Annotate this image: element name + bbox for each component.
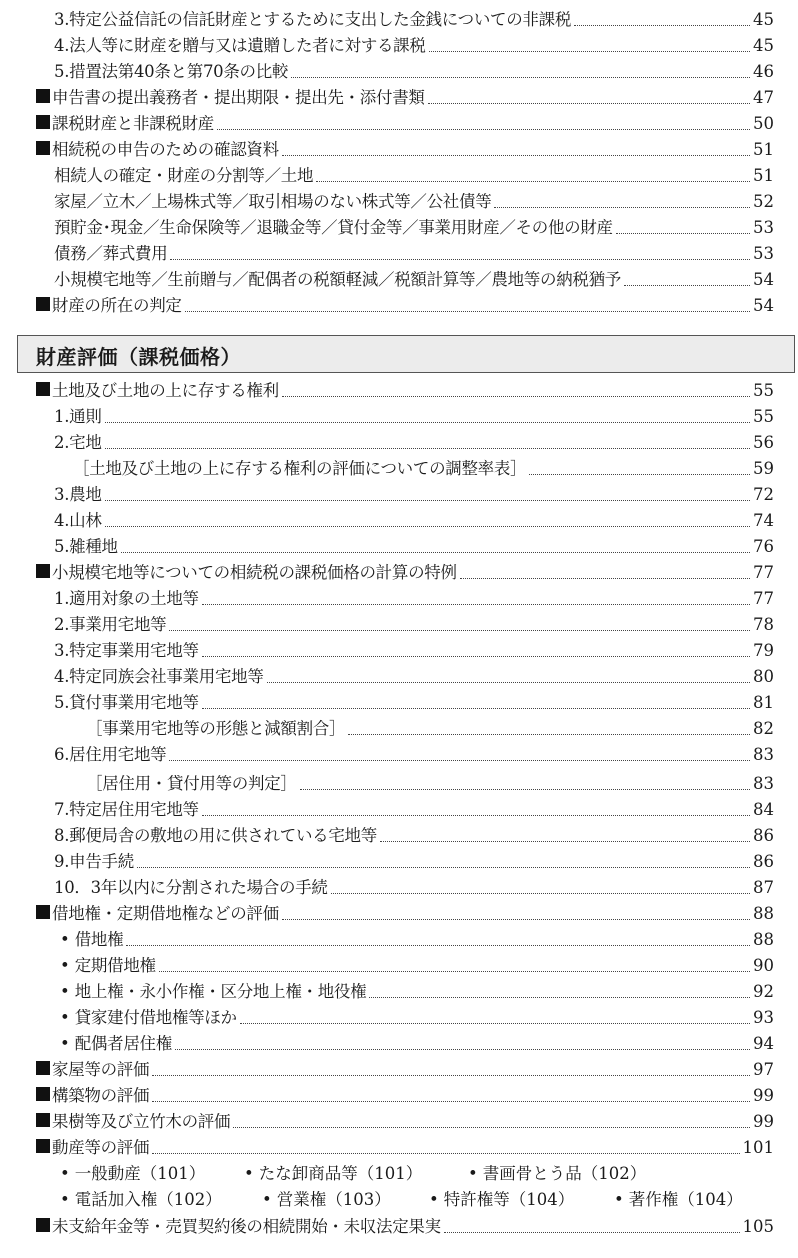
page-number: 74 <box>753 511 774 530</box>
toc-heading[interactable] <box>0 1057 798 1083</box>
toc-heading[interactable] <box>0 560 798 586</box>
page-number: 101 <box>742 1138 774 1157</box>
entry-label: 2.事業用宅地等 <box>54 615 167 634</box>
dot-bullet-icon: • <box>60 930 70 949</box>
entry-label: 6.居住用宅地等 <box>54 745 167 764</box>
toc-entry[interactable] <box>0 586 798 612</box>
toc-entry[interactable] <box>0 664 798 690</box>
page-number: 53 <box>753 218 774 237</box>
entry-label: ［居住用・貸付用等の判定］ <box>86 774 297 793</box>
toc-entry[interactable] <box>0 797 798 823</box>
toc-heading[interactable] <box>0 1135 798 1161</box>
page-number: 79 <box>753 641 774 660</box>
toc-heading[interactable] <box>0 1083 798 1109</box>
inline-item-label: 著作権（104） <box>628 1190 743 1209</box>
page-number: 105 <box>742 1217 774 1236</box>
dot-leader <box>126 945 750 946</box>
entry-label: 小規模宅地等についての相続税の課税価格の計算の特例 <box>52 563 457 582</box>
section-title: 財産評価（課税価格） <box>36 345 241 369</box>
entry-label: 9.申告手続 <box>54 852 134 871</box>
entry-label: 3.特定公益信託の信託財産とするために支出した金銭についての非課税 <box>54 10 572 29</box>
dot-leader <box>240 1023 750 1024</box>
entry-label: 借地権・定期借地権などの評価 <box>52 904 279 923</box>
inline-item[interactable] <box>614 1187 743 1213</box>
entry-label: 動産等の評価 <box>52 1138 150 1157</box>
dot-bullet-icon: • <box>60 1008 70 1027</box>
toc-heading[interactable] <box>0 901 798 927</box>
entry-label: 財産の所在の判定 <box>52 296 182 315</box>
square-bullet-icon <box>36 89 50 103</box>
square-bullet-icon <box>36 141 50 155</box>
page-number: 87 <box>753 878 774 897</box>
page-number: 83 <box>753 745 774 764</box>
page-number: 45 <box>753 10 774 29</box>
dot-leader <box>291 77 750 78</box>
toc-heading[interactable] <box>0 85 798 111</box>
toc-heading[interactable] <box>0 137 798 163</box>
dot-leader <box>185 311 750 312</box>
inline-item-label: 特許権等（104） <box>443 1190 575 1209</box>
page-number: 77 <box>753 563 774 582</box>
entry-label: 借地権 <box>74 930 124 949</box>
toc-heading[interactable] <box>0 293 798 319</box>
toc-heading[interactable] <box>0 111 798 137</box>
page-number: 72 <box>753 485 774 504</box>
page-number: 88 <box>753 904 774 923</box>
entry-label: 貸家建付借地権等ほか <box>74 1008 237 1027</box>
dot-leader <box>121 552 750 553</box>
dot-leader <box>428 103 750 104</box>
dot-leader <box>202 656 750 657</box>
inline-item[interactable] <box>262 1187 391 1213</box>
entry-label: 1.適用対象の土地等 <box>54 589 199 608</box>
dot-leader <box>282 155 750 156</box>
dot-leader <box>105 526 750 527</box>
toc-entry[interactable] <box>0 404 798 430</box>
dot-bullet-icon: • <box>468 1164 478 1183</box>
dot-leader <box>152 1075 750 1076</box>
dot-leader <box>137 867 750 868</box>
toc-heading[interactable] <box>0 1214 798 1240</box>
inline-item[interactable] <box>60 1161 205 1187</box>
dot-leader <box>233 1127 750 1128</box>
square-bullet-icon <box>36 382 50 396</box>
entry-label: 配偶者居住権 <box>74 1034 172 1053</box>
entry-label: 未支給年金等・売買契約後の相続開始・未収法定果実 <box>52 1217 441 1236</box>
page-number: 99 <box>753 1086 774 1105</box>
entry-label: 10．3年以内に分割された場合の手続 <box>54 878 328 897</box>
page-number: 82 <box>753 719 774 738</box>
dot-leader <box>105 500 750 501</box>
dot-bullet-icon: • <box>262 1190 272 1209</box>
square-bullet-icon <box>36 1218 50 1232</box>
dot-leader <box>267 682 750 683</box>
toc-entry[interactable] <box>0 534 798 560</box>
page-number: 55 <box>753 407 774 426</box>
page-number: 54 <box>753 270 774 289</box>
entry-label: 申告書の提出義務者・提出期限・提出先・添付書類 <box>52 88 425 107</box>
entry-label: 相続税の申告のための確認資料 <box>52 140 279 159</box>
toc-entry[interactable] <box>0 1031 798 1057</box>
toc-entry[interactable] <box>0 33 798 59</box>
dot-leader <box>369 997 750 998</box>
entry-label: ［事業用宅地等の形態と減額割合］ <box>86 719 346 738</box>
entry-label: 5.措置法第40条と第70条の比較 <box>54 62 289 81</box>
entry-label: 4.特定同族会社事業用宅地等 <box>54 667 264 686</box>
page-number: 45 <box>753 36 774 55</box>
entry-label: ［土地及び土地の上に存する権利の評価についての調整率表］ <box>73 459 527 478</box>
dot-leader <box>282 396 750 397</box>
page-number: 59 <box>753 459 774 478</box>
inline-item[interactable] <box>429 1187 574 1213</box>
entry-label: 小規模宅地等／生前贈与／配偶者の税額軽減／税額計算等／農地等の納税猶予 <box>54 270 622 289</box>
dot-leader <box>300 789 750 790</box>
page-number: 55 <box>753 381 774 400</box>
entry-label: 3.特定事業用宅地等 <box>54 641 199 660</box>
page-number: 46 <box>753 62 774 81</box>
page-number: 52 <box>753 192 774 211</box>
dot-leader <box>175 1049 750 1050</box>
page-number: 54 <box>753 296 774 315</box>
entry-label: 果樹等及び立竹木の評価 <box>52 1112 231 1131</box>
dot-leader <box>202 604 750 605</box>
toc-heading[interactable] <box>0 1109 798 1135</box>
toc-entry[interactable] <box>0 849 798 875</box>
page-number: 99 <box>753 1112 774 1131</box>
toc-entry[interactable] <box>0 875 798 901</box>
dot-bullet-icon: • <box>60 982 70 1001</box>
dot-leader <box>105 448 750 449</box>
dot-leader <box>429 51 750 52</box>
dot-leader <box>574 25 750 26</box>
dot-bullet-icon: • <box>429 1190 439 1209</box>
toc-entry[interactable] <box>0 953 798 979</box>
inline-item-label: 電話加入権（102） <box>74 1190 222 1209</box>
dot-leader <box>616 233 750 234</box>
inline-item-label: 一般動産（101） <box>74 1164 206 1183</box>
toc-entry[interactable] <box>0 456 798 482</box>
dot-leader <box>494 207 750 208</box>
dot-leader <box>105 422 750 423</box>
section-header <box>17 335 795 373</box>
square-bullet-icon <box>36 905 50 919</box>
entry-label: 定期借地権 <box>74 956 156 975</box>
toc-entry[interactable] <box>0 1005 798 1031</box>
toc-entry[interactable] <box>0 771 798 797</box>
page-number: 83 <box>753 774 774 793</box>
page-number: 86 <box>753 826 774 845</box>
page-number: 53 <box>753 244 774 263</box>
square-bullet-icon <box>36 1061 50 1075</box>
toc-entry[interactable] <box>0 927 798 953</box>
toc-entry[interactable] <box>0 215 798 241</box>
entry-label: 8.郵便局舎の敷地の用に供されている宅地等 <box>54 826 377 845</box>
entry-label: 4.法人等に財産を贈与又は遺贈した者に対する課税 <box>54 36 426 55</box>
dot-bullet-icon: • <box>60 1034 70 1053</box>
square-bullet-icon <box>36 1087 50 1101</box>
dot-bullet-icon: • <box>60 1164 70 1183</box>
page-number: 80 <box>753 667 774 686</box>
square-bullet-icon <box>36 115 50 129</box>
entry-label: 1.通則 <box>54 407 102 426</box>
entry-label: 預貯金･現金／生命保険等／退職金等／貸付金等／事業用財産／その他の財産 <box>54 218 613 237</box>
inline-item[interactable] <box>244 1161 422 1187</box>
entry-label: 5.雑種地 <box>54 537 118 556</box>
inline-item[interactable] <box>60 1187 222 1213</box>
entry-label: 土地及び土地の上に存する権利 <box>52 381 279 400</box>
entry-label: 7.特定居住用宅地等 <box>54 800 199 819</box>
entry-label: 2.宅地 <box>54 433 102 452</box>
toc-entry[interactable] <box>0 163 798 189</box>
page-number: 86 <box>753 852 774 871</box>
page-number: 97 <box>753 1060 774 1079</box>
entry-label: 家屋等の評価 <box>52 1060 150 1079</box>
toc-entry[interactable] <box>0 979 798 1005</box>
dot-leader <box>380 841 750 842</box>
page-number: 51 <box>753 140 774 159</box>
page-number: 84 <box>753 800 774 819</box>
toc-entry[interactable] <box>0 742 798 768</box>
entry-label: 3.農地 <box>54 485 102 504</box>
dot-leader <box>169 630 750 631</box>
dot-leader <box>202 708 750 709</box>
entry-label: 地上権・永小作権・区分地上権・地役権 <box>74 982 367 1001</box>
dot-leader <box>282 919 750 920</box>
page-number: 92 <box>753 982 774 1001</box>
dot-leader <box>159 971 750 972</box>
page-number: 76 <box>753 537 774 556</box>
page-number: 78 <box>753 615 774 634</box>
dot-leader <box>316 181 750 182</box>
page-number: 56 <box>753 433 774 452</box>
entry-label: 相続人の確定・財産の分割等／土地 <box>54 166 314 185</box>
entry-label: 家屋／立木／上場株式等／取引相場のない株式等／公社債等 <box>54 192 492 211</box>
entry-label: 債務／葬式費用 <box>54 244 168 263</box>
dot-leader <box>152 1153 739 1154</box>
page-number: 47 <box>753 88 774 107</box>
toc-entry[interactable] <box>0 716 798 742</box>
dot-leader <box>460 578 750 579</box>
toc-entry[interactable] <box>0 482 798 508</box>
dot-leader <box>169 760 750 761</box>
toc-entry[interactable] <box>0 638 798 664</box>
entry-label: 5.貸付事業用宅地等 <box>54 693 199 712</box>
dot-leader <box>529 474 750 475</box>
toc-entry[interactable] <box>0 241 798 267</box>
toc-entry[interactable] <box>0 823 798 849</box>
page-number: 50 <box>753 114 774 133</box>
page-number: 93 <box>753 1008 774 1027</box>
dot-leader <box>170 259 750 260</box>
inline-item-label: たな卸商品等（101） <box>258 1164 423 1183</box>
entry-label: 構築物の評価 <box>52 1086 150 1105</box>
dot-leader <box>202 815 750 816</box>
toc-entry[interactable] <box>0 612 798 638</box>
square-bullet-icon <box>36 297 50 311</box>
page-number: 88 <box>753 930 774 949</box>
toc-heading[interactable] <box>0 378 798 404</box>
entry-label: 課税財産と非課税財産 <box>52 114 215 133</box>
entry-label: 4.山林 <box>54 511 102 530</box>
page-number: 94 <box>753 1034 774 1053</box>
toc-entry[interactable] <box>0 59 798 85</box>
square-bullet-icon <box>36 1139 50 1153</box>
toc-entry[interactable] <box>0 189 798 215</box>
dot-bullet-icon: • <box>244 1164 254 1183</box>
dot-bullet-icon: • <box>60 1190 70 1209</box>
page-number: 90 <box>753 956 774 975</box>
page-number: 51 <box>753 166 774 185</box>
square-bullet-icon <box>36 1113 50 1127</box>
dot-leader <box>624 285 750 286</box>
toc-entry[interactable] <box>0 7 798 33</box>
dot-leader <box>152 1101 750 1102</box>
inline-item-label: 書画骨とう品（102） <box>482 1164 647 1183</box>
inline-item-label: 営業権（103） <box>276 1190 391 1209</box>
dot-leader <box>217 129 750 130</box>
dot-leader <box>331 893 750 894</box>
dot-leader <box>444 1232 740 1233</box>
page-number: 77 <box>753 589 774 608</box>
dot-bullet-icon: • <box>614 1190 624 1209</box>
toc-entry[interactable] <box>0 267 798 293</box>
page-number: 81 <box>753 693 774 712</box>
toc-entry[interactable] <box>0 508 798 534</box>
inline-item[interactable] <box>468 1161 646 1187</box>
square-bullet-icon <box>36 564 50 578</box>
toc-entry[interactable] <box>0 690 798 716</box>
toc-entry[interactable] <box>0 430 798 456</box>
dot-leader <box>348 734 750 735</box>
dot-bullet-icon: • <box>60 956 70 975</box>
